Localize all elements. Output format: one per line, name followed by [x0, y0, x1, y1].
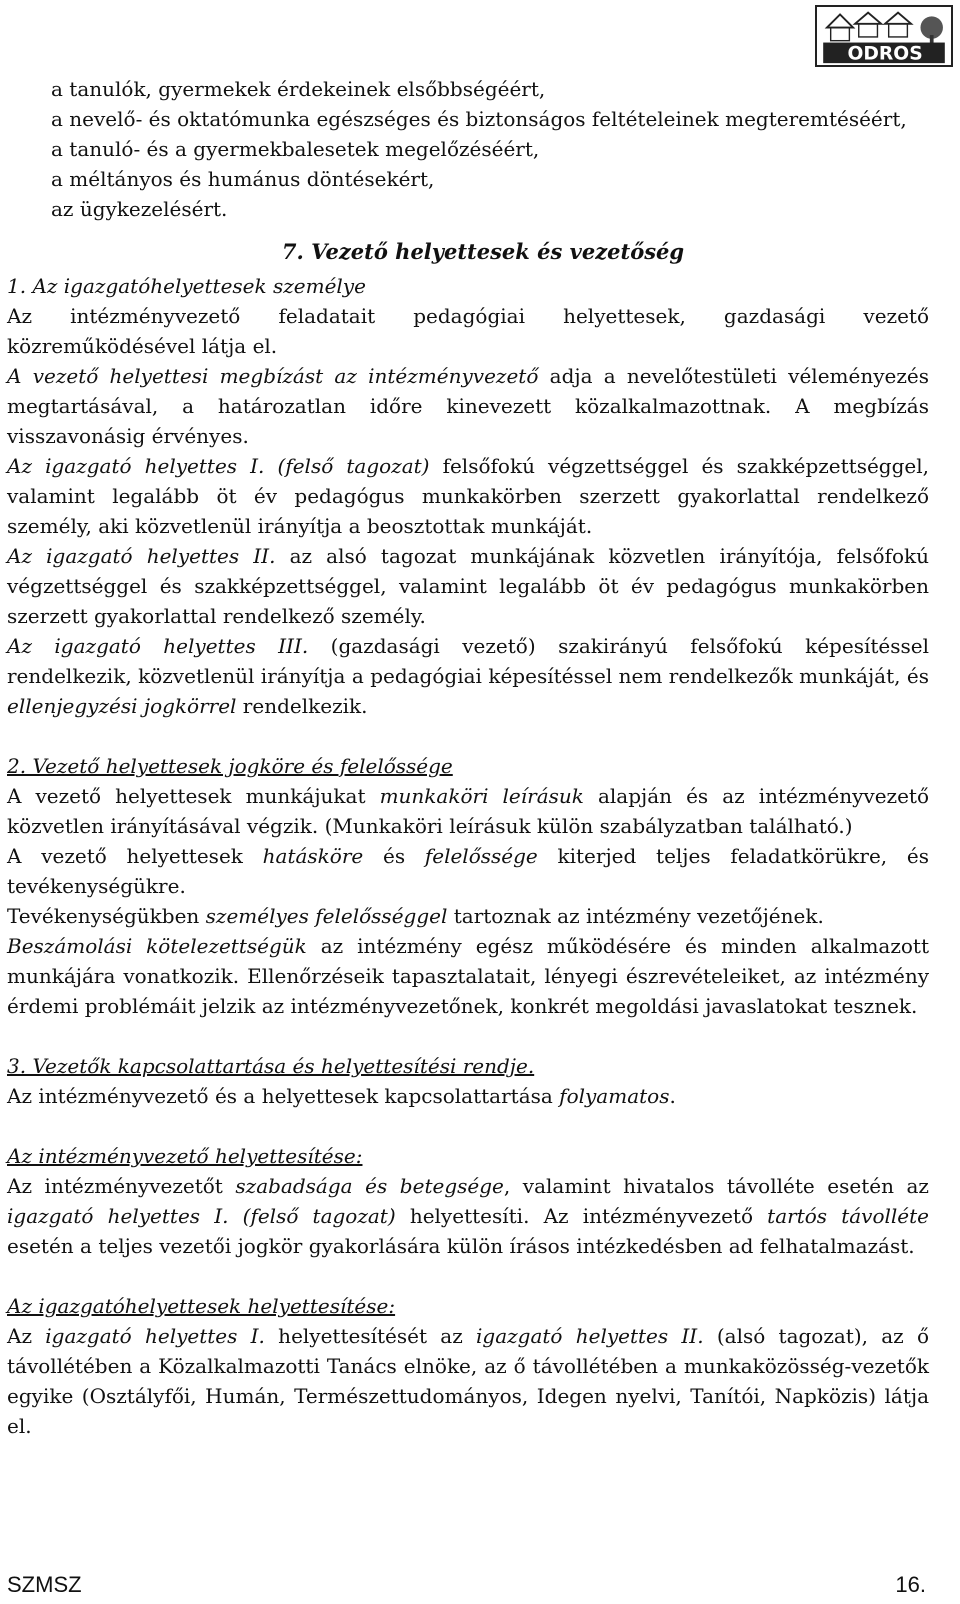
text: és [363, 844, 425, 868]
paragraph [7, 451, 929, 541]
responsibility-list [7, 74, 929, 224]
logo-image [817, 7, 951, 65]
logo-text: ODROS [847, 43, 923, 65]
section-title-text: Az intézményvezető helyettesítése: [7, 1144, 363, 1168]
paragraph [7, 1321, 929, 1441]
document-body [7, 74, 929, 1441]
text: helyettesíti. Az intézményvezető [395, 1204, 768, 1228]
text: Az [7, 1324, 46, 1348]
text: kiterjed teljes feladatkörükre, és tevékenységükre. [7, 844, 929, 898]
page-footer [7, 1572, 926, 1598]
italic-text: igazgató helyettes I. [45, 1324, 265, 1348]
text: , valamint hivatalos távolléte esetén az [503, 1174, 929, 1198]
italic-text: A vezető helyettesi megbízást az intézményvezető [7, 364, 539, 388]
footer-document-code: SZMSZ [7, 1572, 82, 1597]
text: adja a nevelőtestületi véleményezés megtartásával, a határozatlan időre kinevezett közalkalmazottnak. A megbízás visszavonásig érvényes. [7, 364, 929, 448]
text: rendelkezik. [236, 694, 368, 718]
list-item: a nevelő- és oktatómunka egészséges és biztonságos feltételeinek megteremtéséért, [51, 107, 907, 131]
paragraph [7, 781, 929, 841]
text: A vezető helyettesek [7, 844, 263, 868]
paragraph: Az intézményvezető feladatait pedagógiai helyettesek, gazdasági vezető közreműködésével látja el. [7, 304, 929, 358]
text: A vezető helyettesek munkájukat [7, 784, 380, 808]
text: tartoznak az intézmény vezetőjének. [447, 904, 824, 928]
text: Az intézményvezető és a helyettesek kapcsolattartása [7, 1084, 560, 1108]
section-title [7, 1291, 929, 1321]
italic-text: hatásköre [262, 844, 364, 868]
paragraph [7, 631, 929, 721]
italic-text: szabadsága és betegsége [235, 1174, 504, 1198]
section-title-text: 1. Az igazgatóhelyettesek személye [7, 274, 366, 298]
text: . [669, 1084, 676, 1108]
paragraph [7, 541, 929, 631]
section-title-text: 3. Vezetők kapcsolattartása és helyettesítési rendje. [7, 1054, 535, 1078]
italic-text: folyamatos [559, 1084, 670, 1108]
school-logo [815, 5, 953, 67]
text: Tevékenységükben [7, 904, 206, 928]
text: az alsó tagozat munkájának közvetlen irányítója, felsőfokú végzettséggel és szakképzettséggel, valamint legalább öt év pedagógus munkakörben szerzett gyakorlattal rendelkező személy. [7, 544, 929, 628]
list-item: a méltányos és humánus döntésekért, [51, 167, 435, 191]
page-number: 16. [895, 1572, 926, 1597]
paragraph [7, 1081, 929, 1111]
list-item: a tanulók, gyermekek érdekeinek elsőbbségéért, [51, 77, 546, 101]
section-title [7, 1141, 929, 1171]
italic-text: ellenjegyzési jogkörrel [7, 694, 237, 718]
text: Az intézményvezetőt [7, 1174, 236, 1198]
section-title [7, 1051, 929, 1081]
paragraph [7, 901, 929, 931]
text: helyettesítését az [264, 1324, 476, 1348]
list-item: a tanuló- és a gyermekbalesetek megelőzéséért, [51, 137, 540, 161]
text: esetén a teljes vezetői jogkör gyakorlására külön írásos intézkedésben ad felhatalmazást. [7, 1234, 915, 1258]
paragraph [7, 841, 929, 901]
text: alapján és az intézményvezető közvetlen irányításával végzik. (Munkaköri leírásuk külön szabályzatban található.) [7, 784, 930, 838]
list-item: az ügykezelésért. [51, 197, 228, 221]
chapter-heading: 7. Vezető helyettesek és vezetőség [281, 239, 685, 264]
section-title-text: Az igazgatóhelyettesek helyettesítése: [7, 1294, 396, 1318]
italic-text: Beszámolási kötelezettségük [7, 934, 307, 958]
text: az intézmény egész működésére és minden alkalmazott munkájára vonatkozik. Ellenőrzéseik tapasztalatait, lényegi észrevételeiket, az intézmény érdemi problémáit jelzik az intézményvezetőnek, konkrét megoldási javaslatokat tesznek. [7, 934, 929, 1018]
italic-text: Az igazgató helyettes I. (felső tagozat) [7, 454, 430, 478]
text: (gazdasági vezető) szakirányú felsőfokú képesítéssel rendelkezik, közvetlenül irányítja a pedagógiai képesítéssel nem rendelkezők munkáját, és [7, 634, 929, 688]
text: (alsó tagozat), az ő távollétében a Közalkalmazotti Tanács elnöke, az ő távollétében a munkaközösség-vezetők egyike (Osztályfői, Humán, Természettudományos, Idegen nyelvi, Tanítói, Napközis) látja el. [7, 1324, 930, 1438]
italic-text: igazgató helyettes I. (felső tagozat) [7, 1204, 396, 1228]
section-title [7, 271, 929, 301]
paragraph [7, 361, 929, 451]
italic-text: Az igazgató helyettes II. [7, 544, 276, 568]
paragraph [7, 931, 929, 1021]
italic-text: tartós távolléte [767, 1204, 930, 1228]
text: felsőfokú végzettséggel és szakképzettséggel, valamint legalább öt év pedagógus munkakörben szerzett gyakorlattal rendelkező személy, aki közvetlenül irányítja a beosztottak munkáját. [7, 454, 930, 538]
section-title-text: 2. Vezető helyettesek jogköre és felelőssége [7, 754, 453, 778]
italic-text: munkaköri leírásuk [379, 784, 584, 808]
italic-text: személyes felelősséggel [205, 904, 448, 928]
italic-text: Az igazgató helyettes III. [7, 634, 309, 658]
italic-text: igazgató helyettes II. [476, 1324, 704, 1348]
section-title [7, 751, 929, 781]
paragraph [7, 1171, 929, 1261]
italic-text: felelőssége [424, 844, 538, 868]
